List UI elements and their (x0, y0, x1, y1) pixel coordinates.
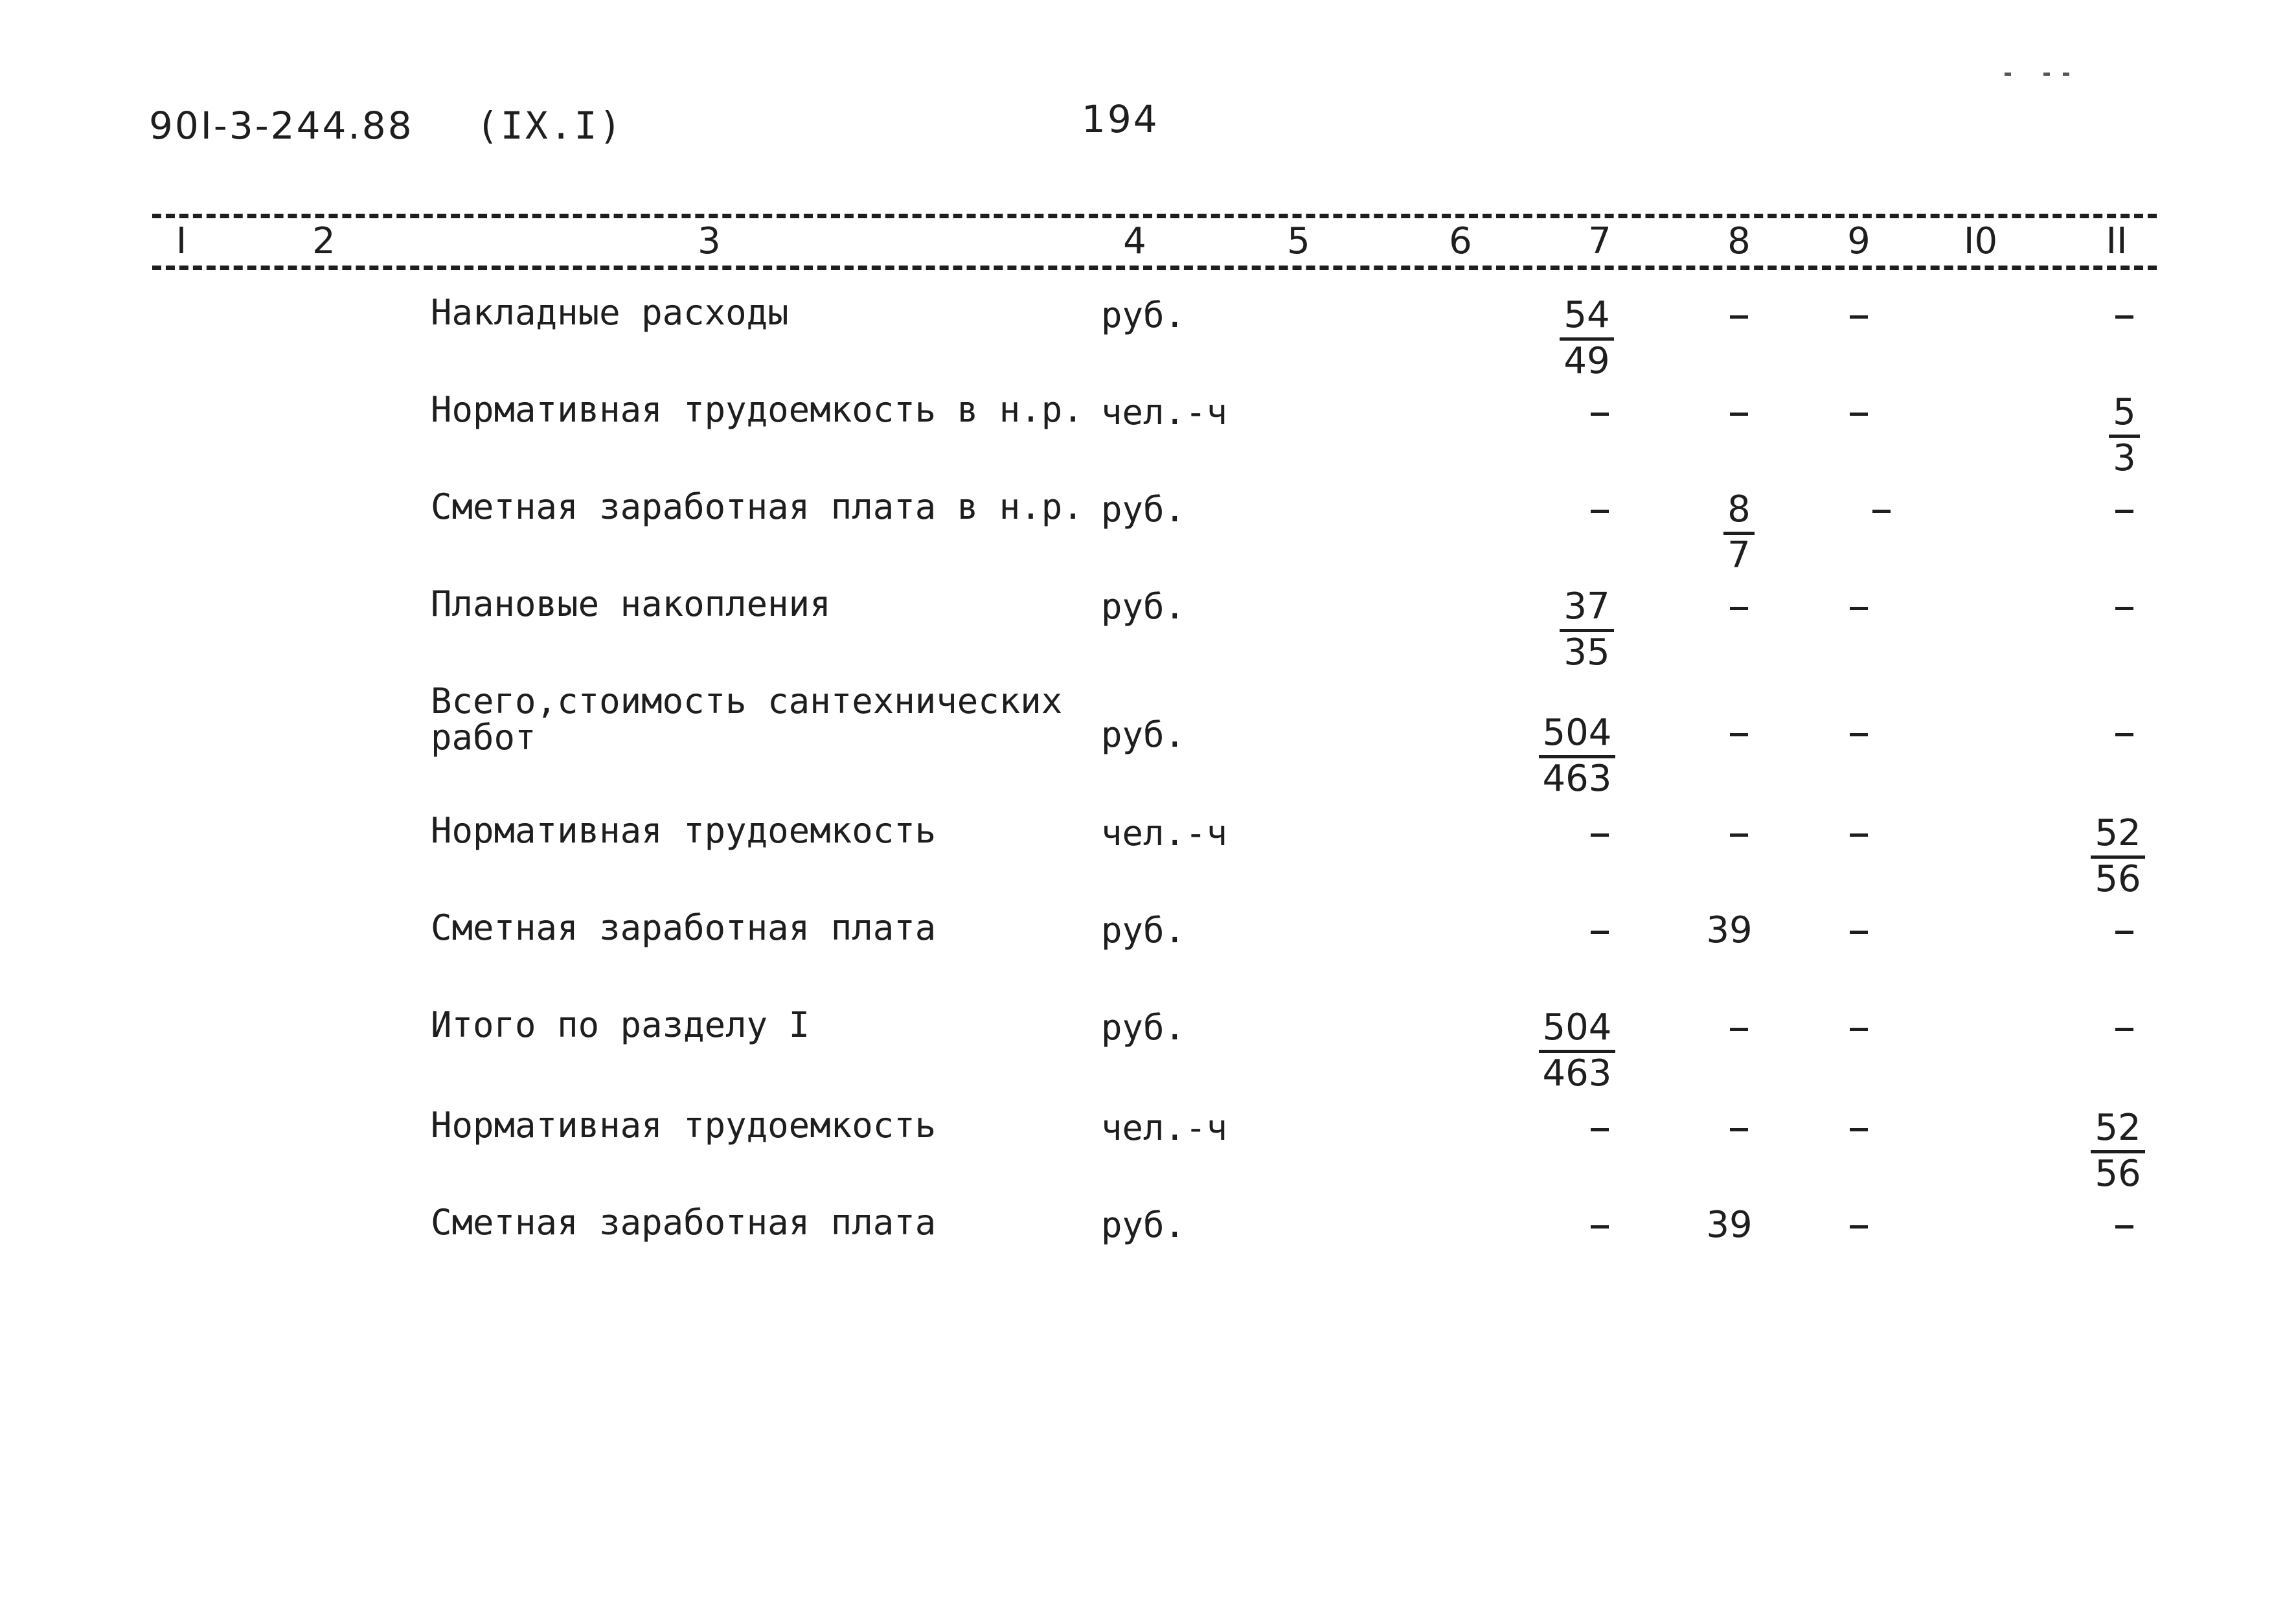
cell-col11 (2047, 813, 2189, 900)
column-number: II (2106, 220, 2128, 262)
row-name: Накладные расходы (431, 292, 789, 333)
row-name-line: работ (431, 717, 536, 758)
cell-col11 (2053, 1007, 2196, 1048)
empty-dash (1591, 931, 1609, 934)
empty-dash (1730, 315, 1748, 319)
cell-col11 (2053, 295, 2196, 336)
column-number: 2 (312, 220, 335, 262)
cell-col9 (1788, 813, 1930, 854)
fraction-denominator: 49 (1563, 340, 1610, 382)
fraction-numerator: 504 (1539, 712, 1616, 758)
fraction-denominator: 3 (2113, 437, 2136, 479)
empty-dash (2115, 510, 2133, 513)
cell-col7 (1529, 813, 1671, 854)
cell-col11 (2053, 489, 2196, 530)
cell-col9 (1810, 489, 1953, 530)
empty-dash (1730, 1128, 1748, 1131)
empty-dash (1850, 1028, 1868, 1031)
empty-dash (1730, 413, 1748, 416)
scan-speck (2043, 73, 2050, 76)
fraction-denominator: 7 (1727, 534, 1751, 576)
column-number: 9 (1847, 220, 1870, 262)
fraction-denominator: 463 (1542, 1052, 1612, 1094)
empty-dash (1591, 1225, 1609, 1229)
row-unit: чел.-ч (1101, 392, 1228, 433)
row-name: Сметная заработная плата в н.р. (431, 486, 1084, 527)
table-row (0, 583, 2296, 683)
row-unit: руб. (1101, 586, 1186, 627)
fraction-numerator: 52 (2091, 1107, 2144, 1153)
cell-col11 (2047, 1107, 2189, 1195)
empty-dash (1850, 1128, 1868, 1131)
table-row (0, 1004, 2296, 1104)
empty-dash (2115, 607, 2133, 610)
cell-col7 (1506, 712, 1648, 800)
row-name: Сметная заработная плата (431, 907, 937, 948)
empty-dash (1730, 733, 1748, 736)
fraction-denominator: 56 (2095, 1153, 2141, 1195)
column-number: 6 (1449, 220, 1472, 262)
cell-col11 (2053, 586, 2196, 628)
fraction-denominator: 35 (1563, 631, 1610, 674)
empty-dash (1850, 1225, 1868, 1229)
empty-dash (1850, 931, 1868, 934)
row-unit: руб. (1101, 1007, 1186, 1048)
cell-col9 (1788, 1007, 1930, 1048)
fraction-numerator: 54 (1560, 295, 1613, 341)
cell-col9 (1788, 586, 1930, 628)
row-unit: руб. (1101, 1205, 1186, 1245)
empty-dash (2115, 931, 2133, 934)
scan-speck (2005, 73, 2011, 76)
fraction-numerator: 52 (2091, 813, 2144, 859)
fraction-denominator: 56 (2095, 858, 2141, 900)
empty-dash (1850, 315, 1868, 319)
fraction-numerator: 37 (1560, 586, 1613, 632)
table-header-rule (152, 266, 2157, 270)
empty-dash (1730, 607, 1748, 610)
column-number: 8 (1727, 220, 1751, 262)
empty-dash (1872, 510, 1891, 513)
row-name (431, 683, 1062, 756)
table-row (0, 1202, 2296, 1302)
cell-col7 (1529, 1107, 1671, 1149)
empty-dash (1591, 510, 1609, 513)
cell-col9 (1788, 712, 1930, 754)
empty-dash (2115, 1028, 2133, 1031)
fraction-numerator: 8 (1723, 489, 1755, 535)
table-row (0, 1107, 2296, 1205)
cell-col7 (1516, 295, 1658, 382)
column-number: 5 (1287, 220, 1310, 262)
cell-col9 (1788, 295, 1930, 336)
table-row (0, 292, 2296, 392)
document-code: 90I-3-244.88 (149, 104, 414, 148)
empty-dash (2115, 733, 2133, 736)
empty-dash (1850, 413, 1868, 416)
cell-col9 (1788, 392, 1930, 433)
empty-dash (1591, 1128, 1609, 1131)
column-number: 4 (1123, 220, 1146, 262)
cell-col8: 39 (1706, 1204, 1753, 1246)
empty-dash (1730, 833, 1748, 837)
row-name-line: Всего,стоимость сантехнических (431, 681, 1063, 721)
row-unit: руб. (1101, 714, 1186, 755)
row-name: Сметная заработная плата (431, 1202, 937, 1243)
empty-dash (1850, 833, 1868, 837)
row-name: Нормативная трудоемкость в н.р. (431, 389, 1084, 430)
cell-col7 (1529, 910, 1671, 951)
empty-dash (1591, 833, 1609, 837)
cell-col7 (1529, 392, 1671, 433)
cell-col8 (1668, 489, 1810, 576)
section-code: (IX.I) (476, 104, 624, 148)
row-unit: руб. (1101, 295, 1186, 335)
cell-col7 (1529, 1205, 1671, 1246)
column-number: I (176, 220, 187, 262)
table-row (0, 389, 2296, 489)
empty-dash (2115, 315, 2133, 319)
row-unit: руб. (1101, 489, 1186, 530)
table-row (0, 810, 2296, 910)
empty-dash (1850, 607, 1868, 610)
empty-dash (1850, 733, 1868, 736)
table-row (0, 486, 2296, 586)
table-row (0, 907, 2296, 1007)
fraction-denominator: 463 (1542, 758, 1612, 800)
column-number: 3 (698, 220, 721, 262)
row-name: Итого по разделу I (431, 1004, 810, 1045)
fraction-numerator: 5 (2109, 392, 2140, 438)
column-number: 7 (1588, 220, 1611, 262)
column-number: I0 (1963, 220, 1998, 262)
cell-col11 (2053, 910, 2196, 951)
scan-speck (2063, 73, 2069, 76)
empty-dash (1591, 413, 1609, 416)
row-unit: чел.-ч (1101, 813, 1228, 854)
cell-col9 (1788, 1107, 1930, 1149)
row-unit: чел.-ч (1101, 1107, 1228, 1148)
row-name: Плановые накопления (431, 583, 831, 624)
row-unit: руб. (1101, 910, 1186, 951)
page-number: 194 (1082, 97, 1159, 141)
table-top-rule (152, 214, 2157, 218)
cell-col9 (1788, 1205, 1930, 1246)
empty-dash (2115, 1225, 2133, 1229)
cell-col8: 39 (1706, 909, 1753, 951)
cell-col7 (1516, 586, 1658, 674)
row-name: Нормативная трудоемкость (431, 810, 937, 851)
cell-col11 (2053, 712, 2196, 754)
empty-dash (1730, 1028, 1748, 1031)
cell-col9 (1788, 910, 1930, 951)
cell-col11 (2053, 1205, 2196, 1246)
row-name: Нормативная трудоемкость (431, 1105, 937, 1146)
cell-col7 (1529, 489, 1671, 530)
cell-col7 (1506, 1007, 1648, 1094)
table-row (0, 683, 2296, 813)
fraction-numerator: 504 (1539, 1007, 1616, 1053)
cell-col11 (2053, 392, 2196, 479)
